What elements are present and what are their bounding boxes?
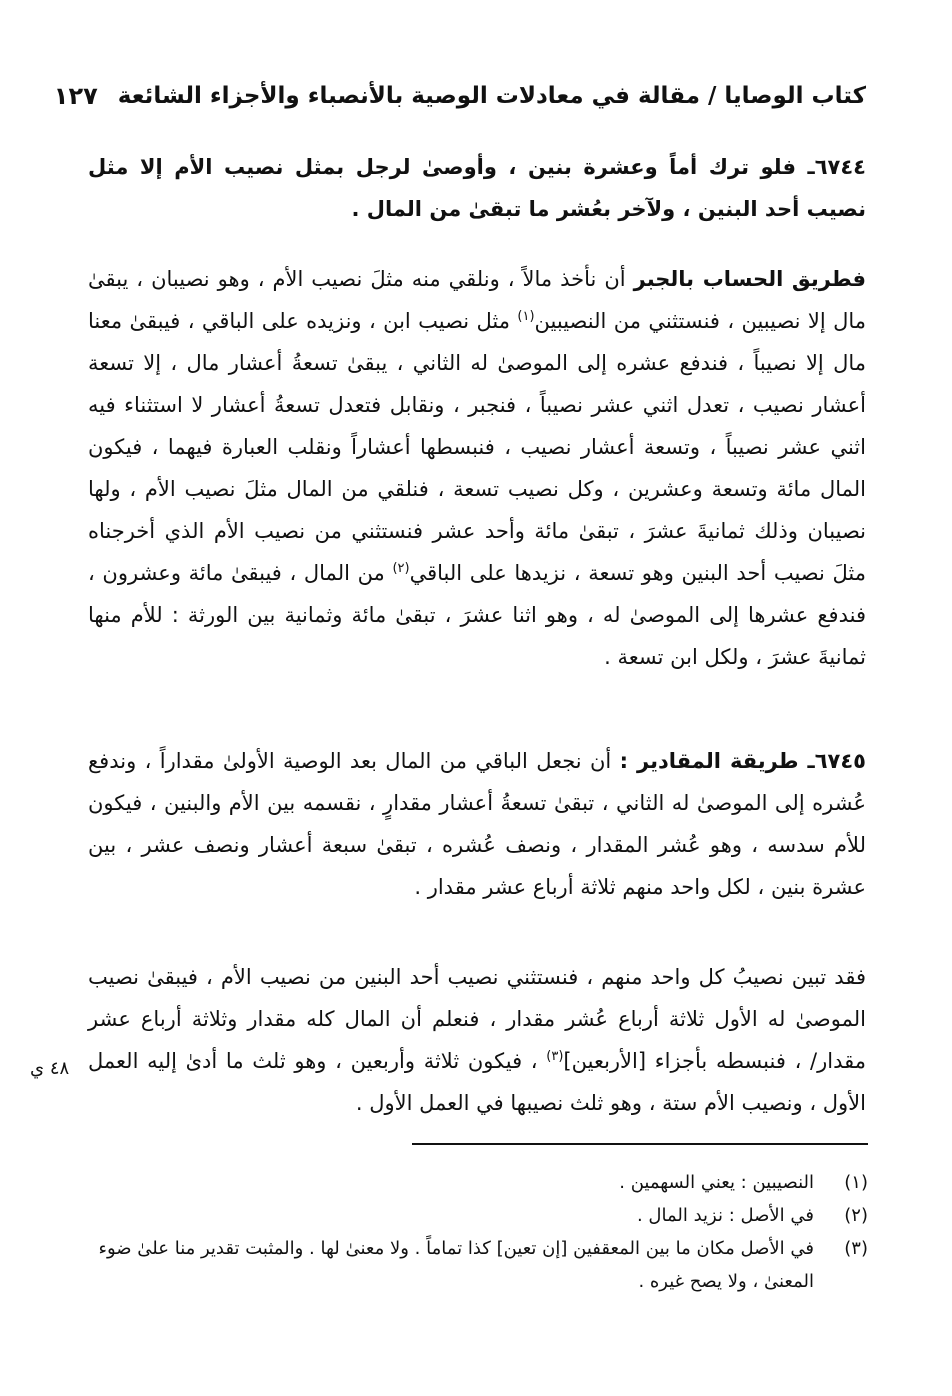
page-number: ١٢٧ xyxy=(53,82,98,110)
algebra-text-part-c: من المال ، فيبقىٰ مائة وعشرون ، فندفع عشرها إلى الموصىٰ له ، وهو اثنا عشرَ ، تبقىٰ مائة وثمانية بين الورثة : للأم منها ثمانيةَ عشرَ ، ولكل ابن تسعة . xyxy=(88,561,866,669)
footnote-ref-3[interactable]: (٣) xyxy=(546,1049,564,1064)
footnotes xyxy=(88,1166,868,1298)
footnote-text: في الأصل : نزيد المال . xyxy=(636,1205,814,1226)
conclusion-text-part-b: ، فيكون ثلاثة وأربعين ، وهو ثلث ما أدىٰ إليه العمل الأول ، ونصيب الأم ستة ، وهو ثلث نصيبها في العمل الأول . xyxy=(88,1049,866,1115)
footnote-separator xyxy=(412,1143,868,1145)
header-title: كتاب الوصايا / مقالة في معادلات الوصية بالأنصباء والأجزاء الشائعة xyxy=(117,83,866,109)
running-header xyxy=(53,76,866,116)
footnote-text: في الأصل مكان ما بين المعقفين [إن تعين] كذا تماماً . ولا معنىٰ لها . والمثبت تقدير منا علىٰ ضوء المعنىٰ ، ولا يصح غيره . xyxy=(98,1238,814,1292)
paragraph-6744-text: ٦٧٤٤ـ فلو ترك أماً وعشرة بنين ، وأوصىٰ لرجل بمثل نصيب الأم إلا مثل نصيب أحد البنين ، ولآخر بعُشر ما تبقىٰ من المال . xyxy=(88,155,866,221)
manuscript-margin-note: ٤٨ ي xyxy=(30,1058,70,1079)
conclusion-text-part-a: فقد تبين نصيبُ كل واحد منهم ، فنستثني نصيب أحد البنين من نصيب الأم ، فيبقىٰ نصيب الموصىٰ له الأول ثلاثة أرباع عُشر مقدار ، فنعلم أن المال كله مقدار وثلاثة أرباع عشر مقدار/ ، فنبسطه بأجزاء [الأربعين] xyxy=(88,965,866,1073)
paragraph-conclusion xyxy=(88,956,866,1124)
paragraph-algebra-text xyxy=(88,258,866,678)
footnote-2 xyxy=(88,1199,868,1232)
footnote-text: النصيبين : يعني السهمين . xyxy=(619,1172,814,1193)
footnote-number: (٣) xyxy=(844,1238,868,1259)
quantities-method-heading: ٦٧٤٥ـ طريقة المقادير : xyxy=(619,749,866,773)
footnote-ref-2[interactable]: (٢) xyxy=(392,561,410,576)
footnote-number: (٢) xyxy=(844,1205,868,1226)
algebra-text-part-b: مثل نصيب ابن ، ونزيده على الباقي ، فيبقىٰ معنا مال إلا نصيباً ، فندفع عشره إلى الموصىٰ له الثاني ، يبقىٰ تسعةُ أعشار مال ، إلا تسعة أعشار نصيب ، تعدل اثني عشر نصيباً ، فنجبر ، ونقابل فتعدل تسعةُ أعشار لا استثناء فيه اثني عشر نصيباً ، وتسعة أعشار نصيب ، فنبسطها أعشاراً ونقلب العبارة فيهما ، فيكون المال مائة وتسعة وعشرين ، وكل نصيب تسعة ، فنلقي من المال مثلَ نصيب الأم ، ولها نصيبان وذلك ثمانيةَ عشرَ ، تبقىٰ مائة وأحد عشر فنستثني من نصيب الأم الذي أخرجناه مثلَ نصيب أحد البنين وهو تسعة ، نزيدها على الباقي xyxy=(88,309,866,585)
paragraph-conclusion-text xyxy=(88,956,866,1124)
paragraph-6745-text xyxy=(88,740,866,908)
algebra-text-part-a: أن نأخذ مالاً ، ونلقي منه مثلَ نصيب الأم ، وهو نصيبان ، يبقىٰ مال إلا نصيبين ، فنستثني من النصيبين xyxy=(88,267,866,333)
paragraph-6744 xyxy=(88,146,866,230)
quantities-text: أن نجعل الباقي من المال بعد الوصية الأولىٰ مقداراً ، وندفع عُشره إلى الموصىٰ له الثاني ، تبقىٰ تسعةُ أعشار مقدارٍ ، نقسمه بين الأم والبنين ، فيكون للأم سدسه ، وهو عُشر المقدار ، ونصف عُشره ، تبقىٰ سبعة أعشار ونصف عشر ، بين عشرة بنين ، لكل واحد منهم ثلاثة أرباع عشر مقدار . xyxy=(88,749,866,899)
footnote-3 xyxy=(88,1232,868,1298)
paragraph-6745 xyxy=(88,740,866,908)
footnote-1 xyxy=(88,1166,868,1199)
algebra-method-heading: فطريق الحساب بالجبر xyxy=(633,267,867,291)
footnote-ref-1[interactable]: (١) xyxy=(517,309,535,324)
paragraph-algebra-method xyxy=(88,258,866,678)
footnote-number: (١) xyxy=(844,1172,868,1193)
